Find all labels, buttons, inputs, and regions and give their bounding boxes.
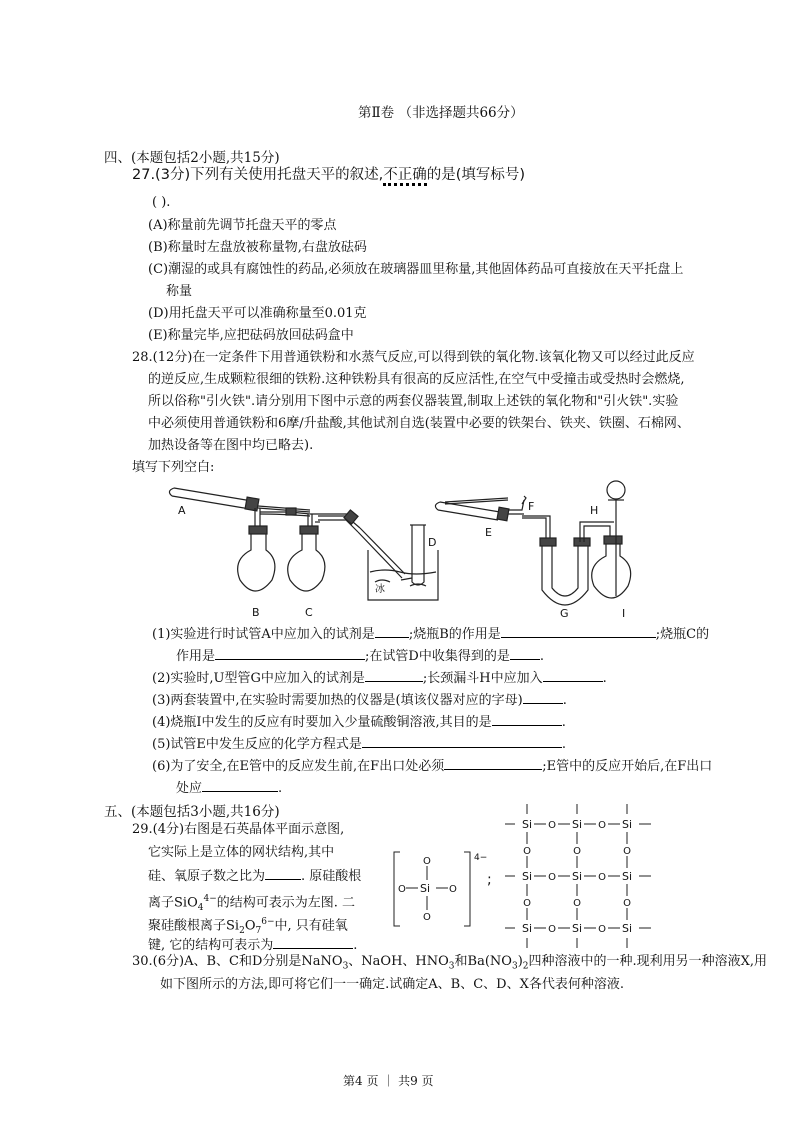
page-footer: 第4 页 ｜ 共9 页	[343, 1074, 434, 1088]
oxygen-atom: O	[598, 924, 606, 935]
blank-6b[interactable]	[202, 777, 278, 792]
silicon-atom: Si	[521, 922, 533, 935]
flask-i	[592, 481, 631, 598]
oxygen-atom: O	[573, 898, 581, 909]
flask-b	[238, 508, 275, 591]
blank-6a[interactable]	[444, 755, 542, 770]
svg-text:Si: Si	[420, 882, 431, 895]
apparatus-diagram	[160, 470, 650, 620]
blank-1b[interactable]	[501, 623, 656, 638]
u-tube-g	[540, 522, 614, 605]
sio4-structure	[392, 850, 502, 930]
q28-sub5: (5)试管E中发生反应的化学方程式是 .	[152, 733, 566, 756]
oxygen-atom: O	[598, 820, 606, 831]
part-title: 第Ⅱ卷 （非选择题共66分）	[358, 105, 524, 121]
blank-29b[interactable]	[273, 934, 353, 949]
label-g: G	[560, 607, 569, 620]
silicon-atom: Si	[621, 818, 633, 831]
q28-sub3: (3)两套装置中,在实验时需要加热的仪器是(填该仪器对应的字母) .	[152, 689, 567, 712]
oxygen-atom: O	[523, 846, 531, 857]
quartz-lattice	[505, 800, 665, 950]
label-d: D	[428, 536, 437, 549]
q28-sub6: (6)为了安全,在E管中的反应发生前,在F出口处必须 ;E管中的反应开始后,在F出口	[152, 755, 712, 778]
label-a: A	[178, 504, 186, 517]
q28-sub4: (4)烧瓶I中发生的反应有时要加入少量硫酸铜溶液,其目的是 .	[152, 711, 566, 734]
q28-sub1-cont: 作用是 ;在试管D中收集得到的是 .	[176, 645, 544, 668]
q29-line-6: 键, 它的结构可表示为 .	[148, 934, 357, 957]
silicon-atom: Si	[571, 870, 583, 883]
q27-option-d: (D)用托盘天平可以准确称量至0.01克	[148, 306, 367, 321]
q29-line-4: 离子SiO$_4^{4-}$的结构可表示为左图. 二	[148, 894, 356, 913]
blank-2b[interactable]	[543, 667, 603, 682]
label-f: F	[528, 500, 535, 513]
q27-emphasis: 不正确	[383, 167, 427, 186]
q28-line-1: 28.(12分)在一定条件下用普通铁粉和水蒸气反应,可以得到铁的氧化物.该氧化物又可以经过此反应	[132, 350, 695, 365]
silicon-atom: Si	[571, 922, 583, 935]
q30-line-2: 如下图所示的方法,即可将它们一一确定.试确定A、B、C、D、X各代表何种溶液.	[160, 977, 624, 992]
oxygen-atom: O	[548, 872, 556, 883]
svg-text:O: O	[449, 884, 457, 895]
svg-text:O: O	[423, 856, 431, 867]
bracket-right	[464, 852, 470, 926]
silicon-atom: Si	[571, 818, 583, 831]
oxygen-atom: O	[598, 872, 606, 883]
q28-line-4: 中必须使用普通铁粉和6摩/升盐酸,其他试剂自选(装置中必要的铁架台、铁夹、铁圈、石棉网、	[148, 416, 690, 431]
q27-stem: 27.(3分)下列有关使用托盘天平的叙述,不正确的是(填写标号)	[132, 163, 525, 184]
label-ice: 冰	[375, 584, 385, 595]
oxygen-atom: O	[573, 846, 581, 857]
q28-fill-prompt: 填写下列空白:	[132, 460, 215, 475]
q27-option-b: (B)称量时左盘放被称量物,右盘放砝码	[148, 240, 367, 255]
svg-text:4−: 4−	[474, 853, 488, 863]
q29-line-2: 它实际上是立体的网状结构,其中	[148, 845, 335, 860]
label-e: E	[485, 526, 492, 539]
oxygen-atom: O	[548, 924, 556, 935]
blank-4[interactable]	[492, 711, 562, 726]
q29-line-1: 29.(4分)右图是石英晶体平面示意图,	[132, 822, 345, 837]
svg-text:O: O	[423, 912, 431, 923]
silicon-atom: Si	[521, 818, 533, 831]
oxygen-atom: O	[523, 898, 531, 909]
blank-2a[interactable]	[365, 667, 423, 682]
label-i: I	[622, 607, 626, 620]
q27-option-c: (C)潮湿的或具有腐蚀性的药品,必须放在玻璃器皿里称量,其他固体药品可直接放在天平托盘上	[148, 262, 684, 277]
silicon-atom: Si	[521, 870, 533, 883]
q27-option-e: (E)称量完毕,应把砝码放回砝码盒中	[148, 328, 354, 343]
blank-5[interactable]	[362, 733, 562, 748]
svg-text:;: ;	[487, 872, 492, 888]
q28-line-3: 所以俗称"引火铁".请分别用下图中示意的两套仪器装置,制取上述铁的氧化物和"引火铁".实验	[148, 394, 679, 409]
svg-text:O: O	[398, 884, 406, 895]
silicon-atom: Si	[621, 870, 633, 883]
q27-answer-paren: ( ).	[152, 195, 171, 210]
q28-sub2: (2)实验时,U型管G中应加入的试剂是 ;长颈漏斗H中应加入 .	[152, 667, 607, 690]
oxygen-atom: O	[623, 898, 631, 909]
blank-1c[interactable]	[215, 645, 365, 660]
blank-3[interactable]	[523, 689, 563, 704]
label-h: H	[590, 504, 599, 517]
q28-line-2: 的逆反应,生成颗粒很细的铁粉.这种铁粉具有很高的反应活性,在空气中受撞击或受热时会燃烧,	[148, 372, 685, 387]
oxygen-atom: O	[623, 846, 631, 857]
q28-sub1: (1)实验进行时试管A中应加入的试剂是 ;烧瓶B的作用是 ;烧瓶C的	[152, 623, 709, 646]
flask-c	[288, 510, 405, 591]
blank-1a[interactable]	[375, 623, 409, 638]
silicon-atom: Si	[621, 922, 633, 935]
label-b: B	[252, 606, 260, 619]
q28-line-5: 加热设备等在图中均已略去).	[148, 438, 314, 453]
q30-line-1: 30.(6分)A、B、C和D分别是NaNO$_3$、NaOH、$HNO_3$和$Ba(NO_3)_2$四种溶液中的一种.现利用另一种溶液X,用	[132, 954, 768, 972]
q28-sub6-cont: 处应 .	[176, 777, 282, 800]
blank-1d[interactable]	[510, 645, 540, 660]
section-5-title: 五、(本题包括3小题,共16分)	[104, 804, 280, 820]
q29-line-3: 硅、氧原子数之比为 . 原硅酸根	[148, 865, 361, 888]
oxygen-atom: O	[548, 820, 556, 831]
q27-option-a: (A)称量前先调节托盘天平的零点	[148, 218, 337, 233]
q29-line-5: 聚硅酸根离子$Si_2O_7^{6-}$中, 只有硅氧	[148, 917, 348, 936]
test-tube-e	[435, 496, 526, 521]
label-c: C	[305, 606, 313, 619]
blank-29a[interactable]	[265, 865, 301, 880]
q27-option-c-cont: 称量	[166, 284, 193, 299]
section-4-title: 四、(本题包括2小题,共15分)	[104, 150, 280, 166]
